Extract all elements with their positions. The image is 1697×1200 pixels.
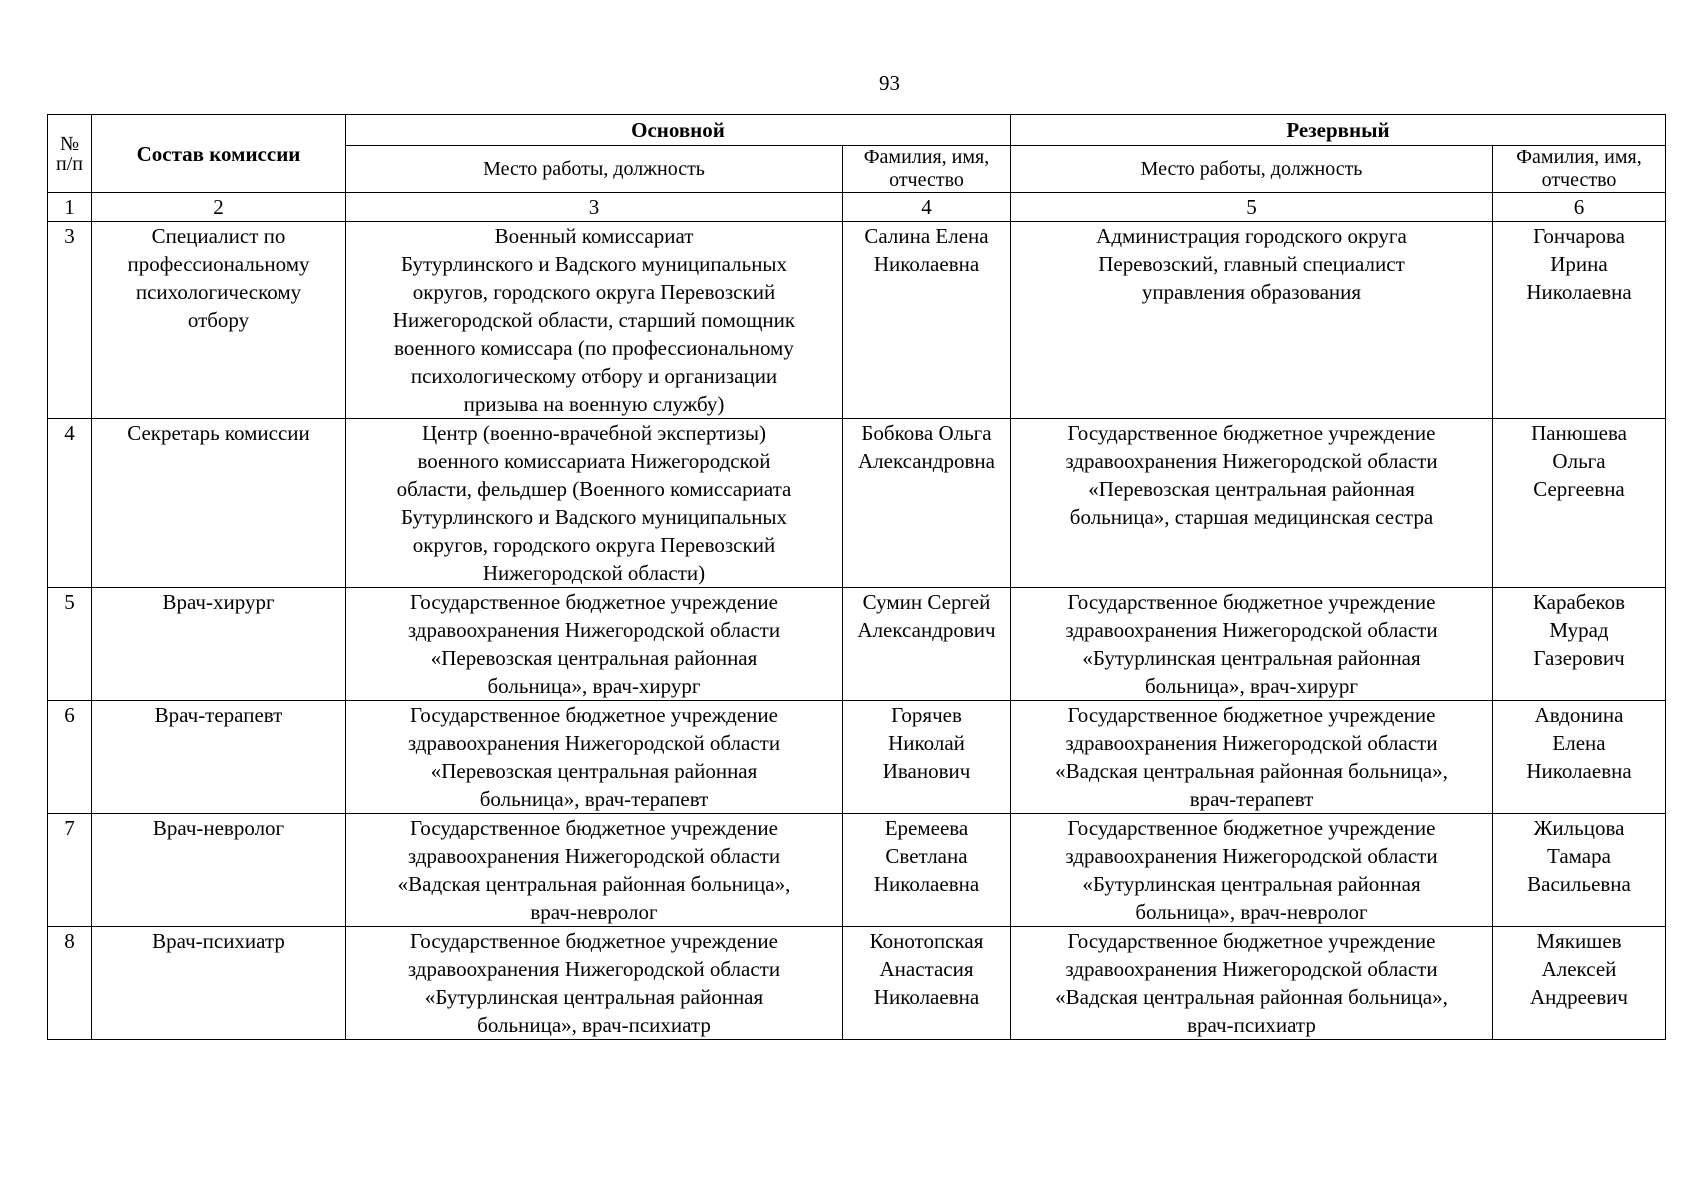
column-number: 3 [346, 193, 843, 222]
cell-main-workplace-line: здравоохранения Нижегородской области [407, 844, 781, 868]
header-group-main: Основной [346, 115, 1011, 146]
cell-main-name-line: Николаевна [873, 872, 980, 896]
table-row [48, 419, 1666, 588]
table-row [48, 701, 1666, 814]
cell-reserve-workplace-line: Перевозский, главный специалист [1098, 252, 1405, 276]
cell-main-workplace [346, 927, 843, 1040]
header-number [48, 115, 92, 193]
cell-main-workplace-line: «Вадская центральная районная больница», [397, 872, 791, 896]
cell-main-workplace-line: Государственное бюджетное учреждение [410, 929, 778, 953]
cell-main-workplace-line: призыва на военную службу) [463, 392, 725, 416]
cell-main-workplace-line: здравоохранения Нижегородской области [407, 618, 781, 642]
cell-reserve-workplace-line: больница», врач-хирург [1144, 674, 1359, 698]
cell-main-workplace-line: Бутурлинского и Вадского муниципальных [400, 252, 788, 276]
cell-main-workplace-line: психологическому отбору и организации [410, 364, 778, 388]
cell-main-workplace-line: «Перевозская центральная районная [430, 759, 758, 783]
cell-main-workplace [346, 701, 843, 814]
cell-reserve-workplace-line: Государственное бюджетное учреждение [1067, 590, 1436, 614]
cell-main-name-line: Николаевна [873, 252, 980, 276]
cell-main-workplace-line: Государственное бюджетное учреждение [410, 816, 778, 840]
cell-role-line: Секретарь комиссии [127, 421, 310, 445]
cell-reserve-workplace-line: Администрация городского округа [1096, 224, 1407, 248]
cell-main-name [843, 814, 1011, 927]
cell-role [92, 701, 346, 814]
cell-reserve-name-line: Ольга [1552, 449, 1606, 473]
cell-main-workplace-line: Государственное бюджетное учреждение [410, 590, 778, 614]
cell-reserve-workplace-line: Государственное бюджетное учреждение [1067, 816, 1436, 840]
cell-reserve-workplace-line: врач-психиатр [1187, 1013, 1316, 1037]
cell-main-name-line: Еремеева [884, 816, 969, 840]
cell-reserve-workplace-line: «Вадская центральная районная больница», [1055, 759, 1448, 783]
column-number: 4 [843, 193, 1011, 222]
cell-reserve-workplace-line: здравоохранения Нижегородской области [1065, 844, 1438, 868]
table-body [48, 222, 1666, 1040]
cell-main-workplace [346, 814, 843, 927]
cell-main-workplace-line: больница», врач-хирург [487, 674, 701, 698]
cell-main-workplace-line: больница», врач-психиатр [477, 1013, 711, 1037]
cell-number: 5 [48, 588, 92, 701]
cell-reserve-name [1493, 701, 1666, 814]
cell-reserve-name-line: Сергеевна [1533, 477, 1625, 501]
cell-reserve-name-line: Гончарова [1533, 224, 1625, 248]
cell-main-workplace-line: Нижегородской области, старший помощник [392, 308, 796, 332]
cell-main-name [843, 419, 1011, 588]
cell-reserve-name-line: Алексей [1541, 957, 1617, 981]
cell-number: 6 [48, 701, 92, 814]
cell-main-workplace [346, 588, 843, 701]
cell-reserve-name-line: Васильевна [1527, 872, 1631, 896]
cell-main-name-line: Иванович [882, 759, 971, 783]
cell-main-workplace-line: здравоохранения Нижегородской области [407, 957, 781, 981]
cell-main-name-line: Сумин Сергей [862, 590, 991, 614]
header-name-line: Фамилия, имя, [1516, 146, 1642, 168]
column-number: 1 [48, 193, 92, 222]
cell-role [92, 927, 346, 1040]
header-group-reserve: Резервный [1011, 115, 1666, 146]
cell-role [92, 814, 346, 927]
cell-main-name-line: Александрович [857, 618, 996, 642]
cell-reserve-workplace-line: здравоохранения Нижегородской области [1065, 731, 1438, 755]
cell-main-workplace-line: Военный комиссариат [494, 224, 694, 248]
cell-reserve-name [1493, 222, 1666, 419]
cell-reserve-workplace-line: Государственное бюджетное учреждение [1067, 929, 1436, 953]
header-row-groups [48, 115, 1666, 146]
cell-main-name-line: Александровна [858, 449, 995, 473]
cell-main-workplace-line: здравоохранения Нижегородской области [407, 731, 781, 755]
header-main-workplace: Место работы, должность [346, 146, 843, 193]
cell-main-workplace-line: Государственное бюджетное учреждение [410, 703, 778, 727]
cell-role-line: Врач-терапевт [154, 703, 283, 727]
commission-table [47, 114, 1666, 1040]
cell-reserve-workplace-line: Государственное бюджетное учреждение [1067, 421, 1436, 445]
header-number-line: п/п [56, 152, 83, 175]
cell-reserve-name-line: Елена [1552, 731, 1606, 755]
cell-main-workplace-line: Центр (военно-врачебной экспертизы) [421, 421, 767, 445]
cell-main-workplace-line: «Перевозская центральная районная [430, 646, 758, 670]
cell-main-workplace-line: военного комиссара (по профессиональному [394, 336, 794, 360]
header-reserve-workplace: Место работы, должность [1011, 146, 1493, 193]
cell-role [92, 222, 346, 419]
cell-reserve-workplace-line: «Перевозская центральная районная [1088, 477, 1415, 501]
cell-main-workplace-line: области, фельдшер (Военного комиссариата [396, 477, 792, 501]
cell-reserve-name-line: Жильцова [1533, 816, 1625, 840]
cell-reserve-name-line: Ирина [1550, 252, 1608, 276]
cell-main-workplace-line: округов, городского округа Перевозский [412, 533, 776, 557]
cell-role-line: Врач-психиатр [152, 929, 285, 953]
cell-reserve-workplace-line: управления образования [1141, 280, 1362, 304]
cell-main-workplace-line: военного комиссариата Нижегородской [417, 449, 771, 473]
cell-role-line: психологическому [135, 280, 302, 304]
cell-number: 3 [48, 222, 92, 419]
cell-reserve-name-line: Николаевна [1526, 759, 1632, 783]
cell-reserve-workplace [1011, 814, 1493, 927]
cell-reserve-name-line: Тамара [1547, 844, 1611, 868]
header-composition: Состав комиссии [92, 115, 346, 193]
cell-reserve-workplace-line: «Бутурлинская центральная районная [1082, 872, 1421, 896]
cell-reserve-name-line: Николаевна [1526, 280, 1632, 304]
cell-main-name-line: Конотопская [869, 929, 984, 953]
cell-reserve-workplace-line: «Бутурлинская центральная районная [1082, 646, 1421, 670]
cell-main-workplace-line: «Бутурлинская центральная районная [424, 985, 764, 1009]
cell-role-line: Врач-невролог [152, 816, 285, 840]
column-number: 6 [1493, 193, 1666, 222]
cell-main-name-line: Бобкова Ольга [861, 421, 992, 445]
cell-main-workplace-line: Бутурлинского и Вадского муниципальных [400, 505, 788, 529]
page-number: 93 [879, 71, 900, 95]
cell-reserve-name-line: Мурад [1549, 618, 1609, 642]
cell-reserve-workplace-line: «Вадская центральная районная больница», [1055, 985, 1448, 1009]
cell-reserve-name-line: Панюшева [1531, 421, 1627, 445]
cell-main-name-line: Светлана [885, 844, 968, 868]
cell-reserve-name-line: Авдонина [1534, 703, 1624, 727]
cell-main-workplace [346, 222, 843, 419]
cell-number: 8 [48, 927, 92, 1040]
table-row [48, 222, 1666, 419]
cell-number: 7 [48, 814, 92, 927]
cell-reserve-workplace [1011, 701, 1493, 814]
cell-main-name [843, 222, 1011, 419]
cell-reserve-workplace [1011, 222, 1493, 419]
cell-number: 4 [48, 419, 92, 588]
table-row [48, 814, 1666, 927]
cell-main-name-line: Николаевна [873, 985, 980, 1009]
cell-main-name [843, 588, 1011, 701]
cell-reserve-workplace [1011, 927, 1493, 1040]
table-row [48, 927, 1666, 1040]
cell-role-line: отбору [187, 308, 250, 332]
cell-main-name-line: Горячев [891, 703, 962, 727]
cell-main-name-line: Анастасия [879, 957, 974, 981]
cell-main-workplace [346, 419, 843, 588]
cell-reserve-name-line: Карабеков [1532, 590, 1626, 614]
cell-role [92, 419, 346, 588]
cell-main-name-line: Николай [888, 731, 965, 755]
cell-reserve-workplace-line: здравоохранения Нижегородской области [1065, 449, 1438, 473]
header-number-line: № [59, 132, 80, 155]
cell-role [92, 588, 346, 701]
cell-main-workplace-line: Нижегородской области) [482, 561, 706, 585]
header-name-line: Фамилия, имя, [863, 146, 990, 168]
cell-role-line: профессиональному [127, 252, 310, 276]
cell-main-name-line: Салина Елена [864, 224, 989, 248]
cell-reserve-workplace-line: больница», врач-невролог [1135, 900, 1368, 924]
cell-reserve-name-line: Андреевич [1530, 985, 1628, 1009]
cell-role-line: Специалист по [151, 224, 286, 248]
cell-reserve-workplace-line: здравоохранения Нижегородской области [1065, 618, 1438, 642]
header-reserve-name [1493, 146, 1666, 193]
cell-reserve-workplace [1011, 419, 1493, 588]
header-name-line: отчество [1541, 169, 1617, 191]
cell-reserve-workplace-line: Государственное бюджетное учреждение [1067, 703, 1436, 727]
header-main-name [843, 146, 1011, 193]
cell-reserve-name-line: Газерович [1533, 646, 1625, 670]
column-number: 2 [92, 193, 346, 222]
cell-reserve-workplace-line: больница», старшая медицинская сестра [1069, 505, 1434, 529]
cell-role-line: Врач-хирург [162, 590, 275, 614]
cell-reserve-name [1493, 814, 1666, 927]
column-number: 5 [1011, 193, 1493, 222]
cell-main-workplace-line: больница», врач-терапевт [479, 787, 709, 811]
column-number-row [48, 193, 1666, 222]
cell-reserve-name [1493, 588, 1666, 701]
header-name-line: отчество [889, 169, 964, 191]
cell-main-name [843, 927, 1011, 1040]
table-header [48, 115, 1666, 222]
cell-main-name [843, 701, 1011, 814]
cell-reserve-workplace [1011, 588, 1493, 701]
cell-reserve-name-line: Мякишев [1536, 929, 1622, 953]
cell-main-workplace-line: врач-невролог [530, 900, 658, 924]
cell-reserve-workplace-line: врач-терапевт [1189, 787, 1314, 811]
cell-reserve-workplace-line: здравоохранения Нижегородской области [1065, 957, 1438, 981]
cell-reserve-name [1493, 419, 1666, 588]
table-row [48, 588, 1666, 701]
cell-main-workplace-line: округов, городского округа Перевозский [412, 280, 776, 304]
cell-reserve-name [1493, 927, 1666, 1040]
